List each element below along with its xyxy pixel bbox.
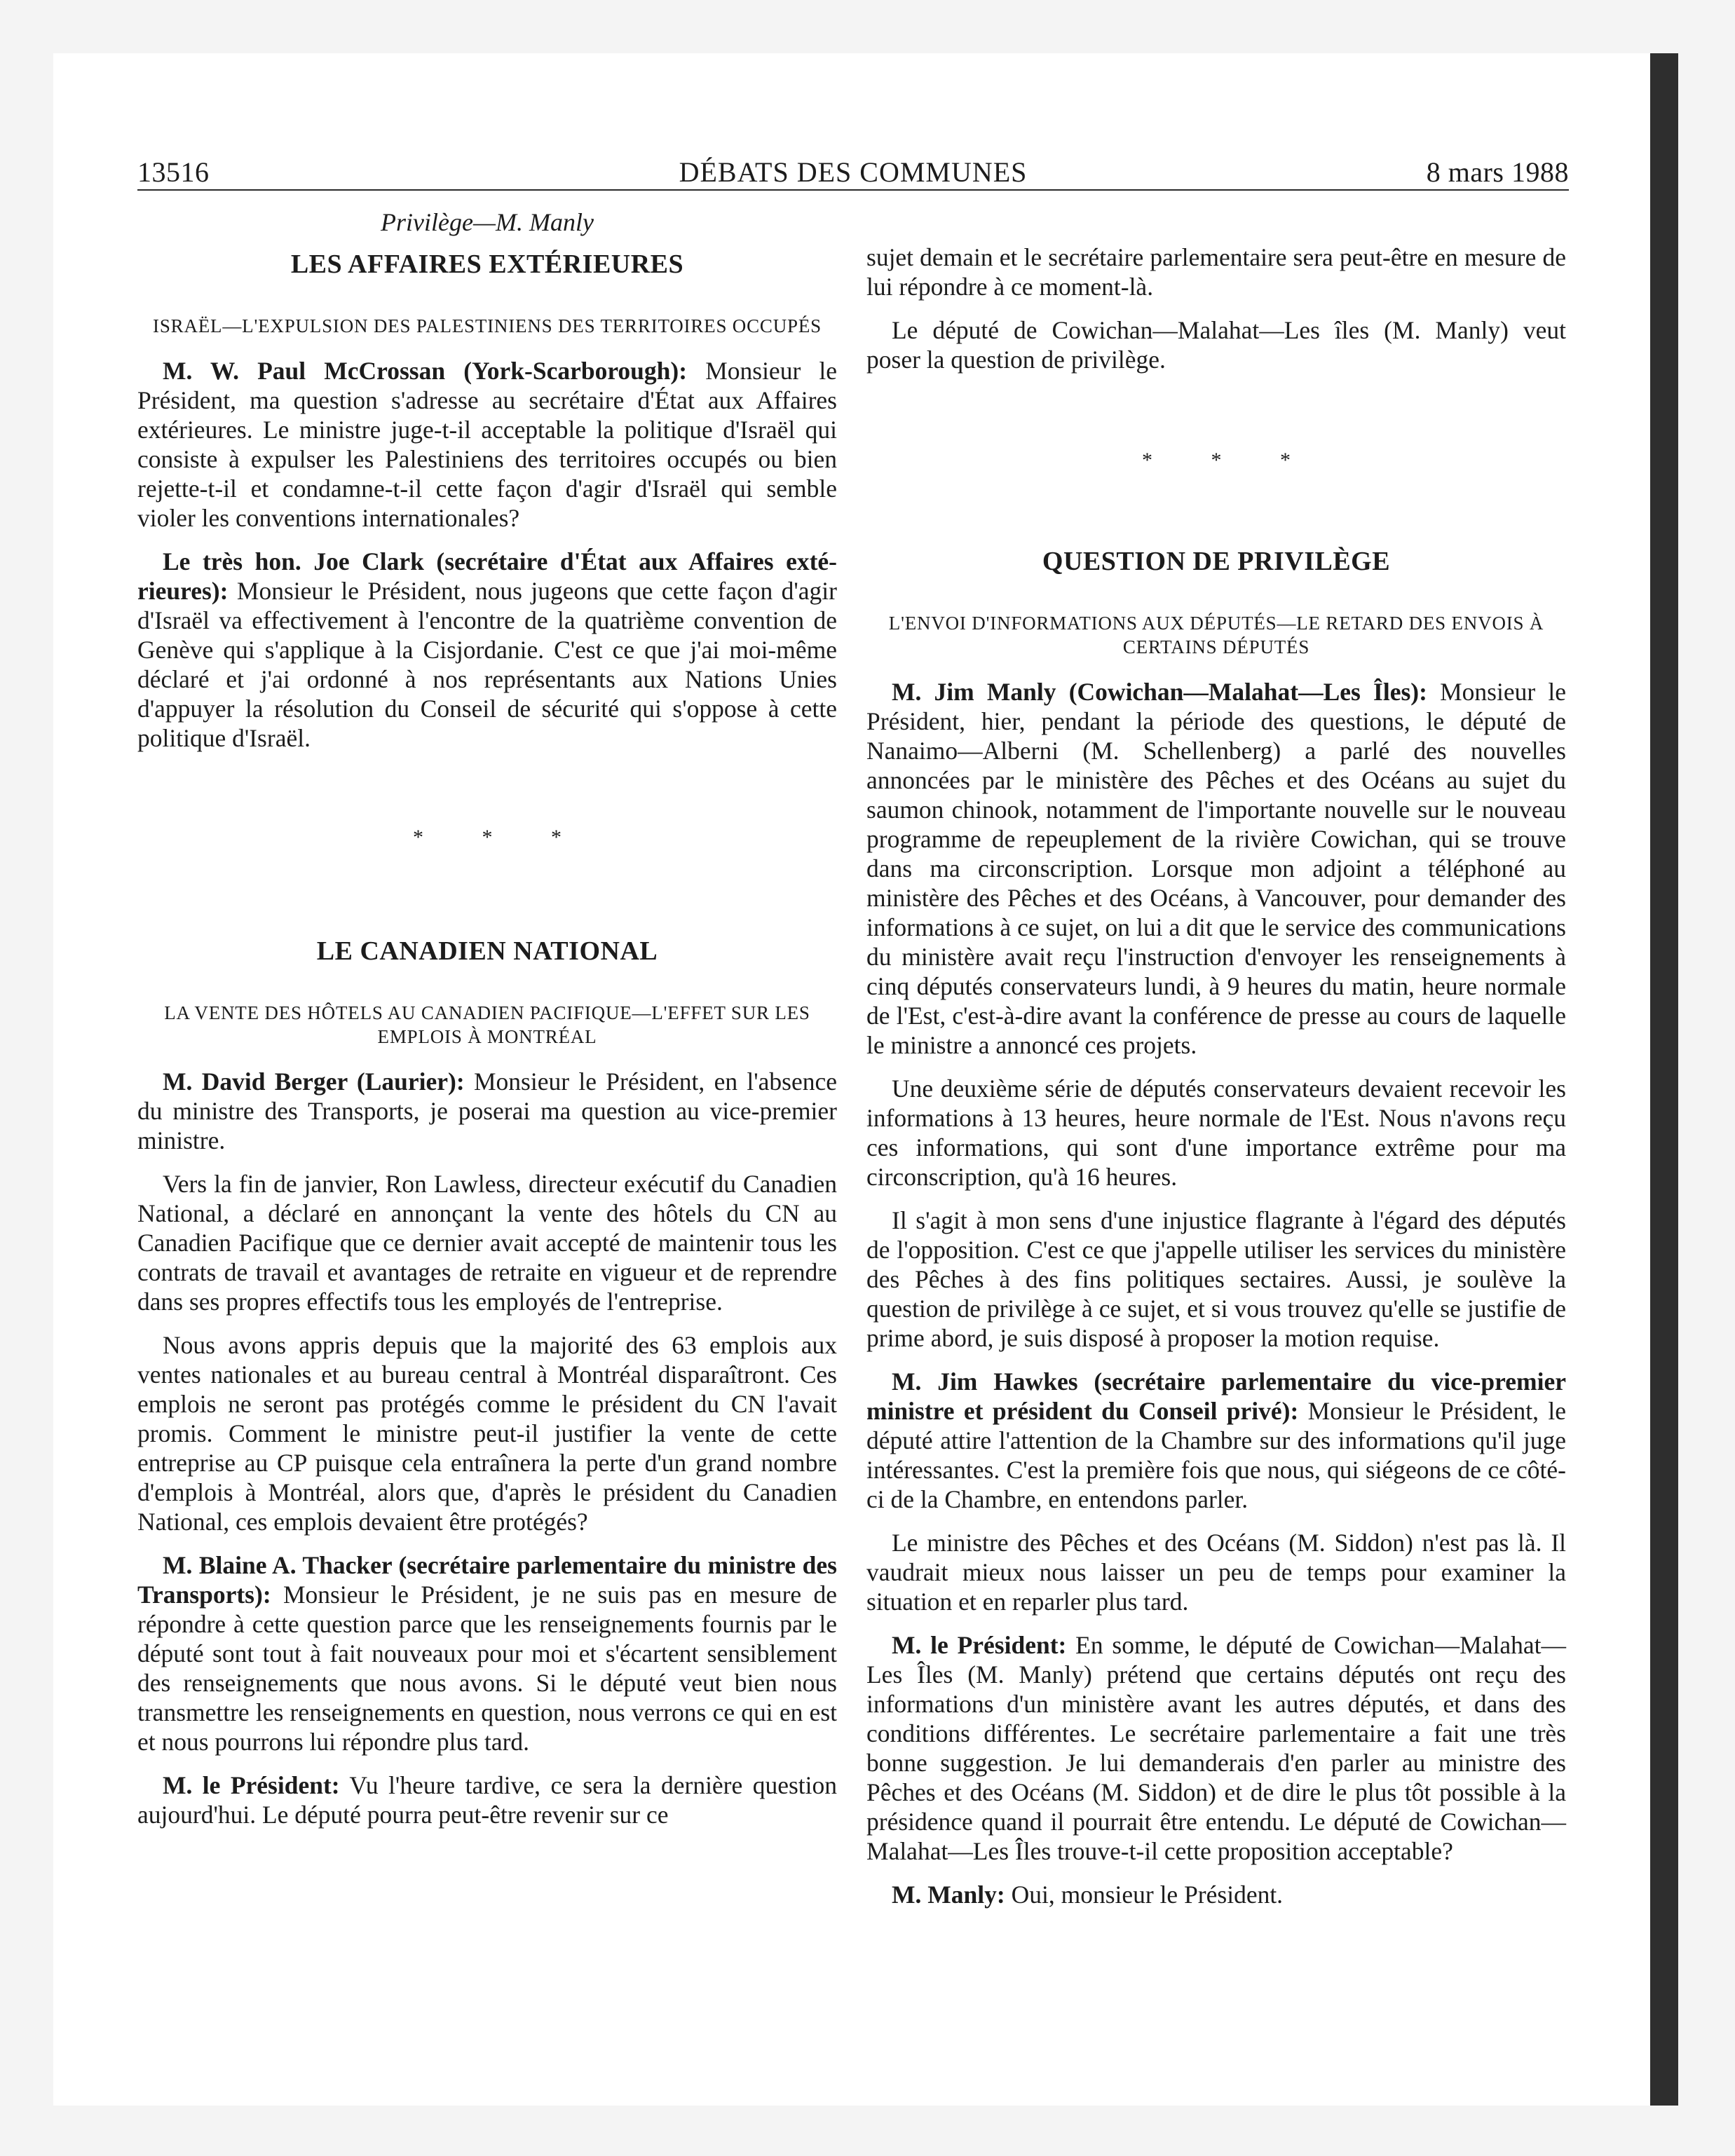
section-title: LES AFFAIRES EXTÉRIEURES [290,250,684,279]
paragraph [866,1367,1566,1514]
paragraph-text: En somme, le député de Cowichan—Malahat—Les Îles (M. Manly) prétend que certains députés ont reçu des informations d'un ministère avant les autres députés, et dans des conditions différentes. Le secrétaire parlementaire a fait une très bonne suggestion. Je lui demanderais d'en parler au ministre des Pêches et des Océans (M. Siddon) et de dire le plus tôt possible à la présidence quand il pourrait être entendu. Le député de Cowichan—Malahat—Les Îles trouve-t-il cette proposition acceptable? [866,1631,1566,1865]
paragraph-text: Monsieur le Président, hier, pendant la période des questions, le député de Nanaimo—Alberni (M. Schellenberg) a parlé des nouvelles annoncées par le ministère des Pêches et des Océans au sujet du saumon chinook, notamment de l'importante nouvelle sur le nouveau programme de repeuplement de la rivière Cowichan, qui se trouve dans ma circonscription. Lorsque mon adjoint a téléphoné au ministère des Pêches et des Océans, à Vancouver, pour demander des informations à ce sujet, on lui a dit que le service des communications du ministère avait reçu l'instruction d'envoyer les renseignements à cinq députés conservateurs lundi, à 9 heures du matin, heure normale de l'Est, c'est-à-dire avant la conférence de presse au cours de laquelle le ministre a annoncé ces projets. [866,678,1566,1059]
paragraph [137,1067,837,1155]
page-header [137,156,1569,192]
section-subtitle: ISRAËL—L'EXPULSION DES PALESTINIENS DES TERRITOIRES OCCUPÉS [153,315,822,336]
paragraph: Le ministre des Pêches et des Océans (M. Siddon) n'est pas là. Il vaudrait mieux nous laisser un peu de temps pour examiner la situation et en reparler plus tard. [866,1529,1566,1616]
paragraph: sujet demain et le secrétaire parlementaire sera peut-être en mesure de lui répondre à ce moment-là. [866,243,1566,301]
speaker-name: M. David Berger (Laurier): [163,1067,465,1096]
paragraph-text: Vu l'heure tardive, ce sera la dernière question aujourd'hui. Le député pourra peut-être revenir sur ce [137,1771,837,1829]
asterisk-separator: * * * [413,826,588,849]
paragraph-text: Monsieur le Président, nous jugeons que cette façon d'agir d'Israël va effectivement à l'encontre de la quatrième convention de Genève qui s'applique à la Cisjordanie. C'est ce que j'ai moi-même déclaré et j'ai ordonné à nos représentants aux Nations Unies d'appuyer la résolution du Conseil de sécurité qui s'oppose à cette politique d'Israël. [137,577,837,752]
speaker-name: M. Manly: [892,1881,1005,1909]
paragraph: Il s'agit à mon sens d'une injustice flagrante à l'égard des députés de l'opposition. C'est ce que j'appelle utiliser les services du ministère des Pêches à des fins politiques sectaires. Aussi, je soulève la question de privilège à ce sujet, et si vous trouvez qu'elle se justifie de prime abord, je suis disposé à proposer la motion requise. [866,1206,1566,1352]
paragraph [137,1550,837,1756]
left-column [137,203,837,1843]
section-subtitle: L'ENVOI D'INFORMATIONS AUX DÉPUTÉS—LE RETARD DES ENVOIS À CERTAINS DÉPUTÉS [888,613,1544,657]
paragraph-text: Monsieur le Président, le député attire l'attention de la Chambre sur des informations qu'il juge intéressantes. C'est la première fois que nous, qui siégeons de ce côté-ci de la Chambre, en entendons parler. [866,1397,1566,1513]
paragraph [866,1630,1566,1866]
paragraph-text: Monsieur le Président, je ne suis pas en mesure de répondre à cette question parce que les renseignements fournis par le député sont tout à fait nouveaux pour moi et s'écartent sensiblement des renseignements que nous avons. Si le député veut bien nous transmettre les renseignements en question, nous verrons ce qui en est et nous pourrons lui répondre plus tard. [137,1581,837,1756]
paragraph-text: Oui, monsieur le Président. [1005,1881,1284,1909]
scan-shadow-edge [1650,53,1678,2106]
paragraph [137,547,837,753]
asterisk-separator: * * * [1142,449,1317,472]
paragraph-text: Monsieur le Président, en l'absence du ministre des Transports, je poserai ma question au vice-premier ministre. [137,1067,837,1154]
section-subtitle: LA VENTE DES HÔTELS AU CANADIEN PACIFIQUE—L'EFFET SUR LES EMPLOIS À MONTRÉAL [164,1002,810,1047]
paragraph: Nous avons appris depuis que la majorité des 63 emplois aux ventes nationales et au bureau central à Montréal disparaîtront. Ces emplois ne seront pas protégés comme le président du CN l'avait promis. Comment le ministre peut-il justifier la vente de cette entreprise au CP puisque cela entraînera la perte d'un grand nombre d'emplois à Montréal, alors que, d'après le président du Canadien National, ces emplois devaient être protégés? [137,1331,837,1536]
speaker-name: M. W. Paul McCrossan (York-Scarborough): [163,357,688,385]
paragraph [137,356,837,533]
speaker-name: M. Jim Manly (Cowichan—Malahat—Les Îles): [892,678,1427,706]
speaker-name: Le très hon. Joe Clark (secrétaire d'État aux Affaires extérieures): [137,547,837,605]
section-title: LE CANADIEN NATIONAL [316,936,658,966]
section-title: QUESTION DE PRIVILÈGE [1042,547,1391,576]
separator [866,446,1566,475]
speaker-name: M. le Président: [163,1771,340,1799]
speaker-name: M. Blaine A. Thacker (secrétaire parlementaire du ministre des Transports): [137,1551,837,1609]
page-number: 13516 [137,156,210,188]
speaker-name: M. Jim Hawkes (secrétaire parlementaire du vice-premier ministre et président du Conseil privé): [866,1367,1566,1425]
publication-title: DÉBATS DES COMMUNES [679,156,1028,188]
paragraph: Le député de Cowichan—Malahat—Les îles (M. Manly) veut poser la question de privilège. [866,316,1566,374]
header-rule [137,189,1569,191]
separator [137,823,837,852]
right-column [866,243,1566,1923]
paragraph: Vers la fin de janvier, Ron Lawless, directeur exécutif du Canadien National, a déclaré en annonçant la vente des hôtels du CN au Canadien Pacifique que ce dernier avait accepté de maintenir tous les contrats de travail et avantages de retraite en vigueur et de reprendre dans ses propres effectifs tous les employés de l'entreprise. [137,1170,837,1316]
paragraph [866,677,1566,1060]
speaker-name: M. le Président: [892,1631,1067,1659]
paragraph: Une deuxième série de députés conservateurs devaient recevoir les informations à 13 heures, heure normale de l'Est. Nous n'avons reçu ces informations, qui sont d'une importance extrême pour ma circonscription, qu'à 16 heures. [866,1074,1566,1191]
publication-date: 8 mars 1988 [1426,156,1569,188]
paragraph [137,1770,837,1829]
paragraph-text: Monsieur le Président, ma question s'adresse au secrétaire d'État aux Affaires extérieures. Le ministre juge-t-il acceptable la politique d'Israël qui consiste à expulser les Palestiniens des territoires occupés ou bien rejette-t-il et condamne-t-il cette façon d'agir d'Israël qui semble violer les conventions internationales? [137,357,837,532]
paragraph [866,1880,1566,1909]
running-head: Privilège—M. Manly [381,208,594,236]
